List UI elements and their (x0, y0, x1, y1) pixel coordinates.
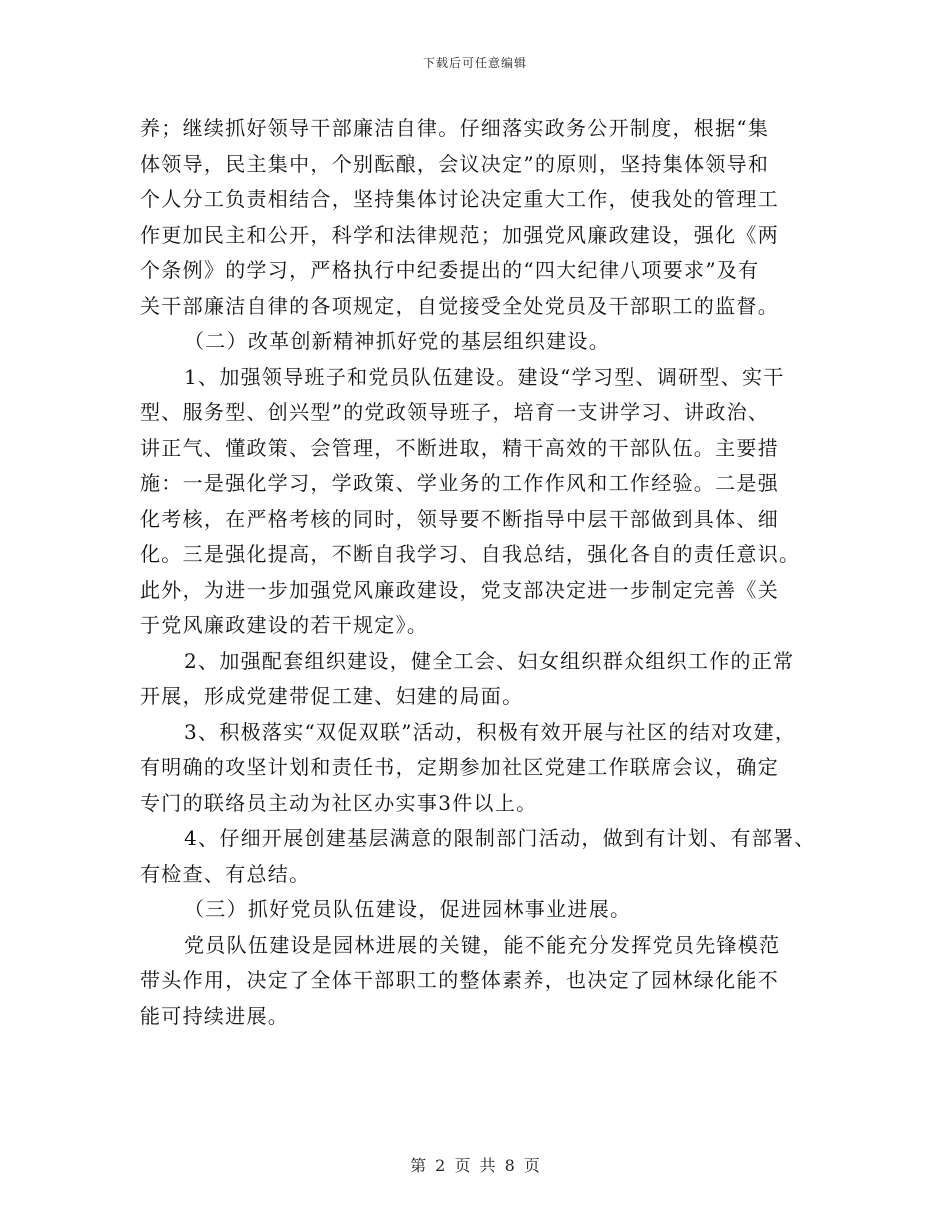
body-line: 4、仔细开展创建基层满意的限制部门活动，做到有计划、有部署、 (184, 826, 816, 850)
body-line: 专门的联络员主动为社区办实事3件以上。 (140, 790, 538, 815)
body-line: 化。三是强化提高，不断自我学习、自我总结，强化各自的责任意识。 (140, 542, 801, 566)
body-line: （三）抓好党员队伍建设，促进园林事业进展。 (184, 897, 632, 921)
body-line: 关干部廉洁自律的各项规定，自觉接受全处党员及干部职工的监督。 (140, 293, 779, 318)
body-line: 2、加强配套组织建设，健全工会、妇女组织群众组织工作的正常 (184, 648, 795, 673)
body-line: 开展，形成党建带促工建、妇建的局面。 (140, 684, 524, 708)
body-line: 能可持续进展。 (140, 1003, 290, 1028)
body-line: 养；继续抓好领导干部廉洁自律。仔细落实政务公开制度，根据“集 (140, 116, 770, 140)
body-line: 1、加强领导班子和党员队伍建设。建设“学习型、调研型、实干 (184, 364, 785, 389)
body-line: 个条例》的学习，严格执行中纪委提出的“四大纪律八项要求”及有 (140, 258, 760, 282)
body-line: 化考核，在严格考核的同时，领导要不断指导中层干部做到具体、细 (140, 506, 779, 531)
body-line: 有检查、有总结。 (140, 861, 311, 886)
body-line: （二）改革创新精神抓好党的基层组织建设。 (184, 329, 610, 353)
document-body (140, 111, 820, 1034)
body-line: 此外，为进一步加强党风廉政建设，党支部决定进一步制定完善《关 (140, 577, 779, 602)
body-line: 施：一是强化学习，学政策、学业务的工作作风和工作经验。二是强 (140, 471, 779, 495)
body-line: 带头作用，决定了全体干部职工的整体素养，也决定了园林绿化能不 (140, 968, 779, 992)
body-line: 于党风廉政建设的若干规定》。 (140, 613, 429, 637)
body-line: 党员队伍建设是园林进展的关键，能不能充分发挥党员先锋模范 (184, 932, 781, 957)
body-line: 作更加民主和公开，科学和法律规范；加强党风廉政建设，强化《两 (140, 222, 779, 247)
body-line: 有明确的攻坚计划和责任书，定期参加社区党建工作联席会议，确定 (140, 755, 779, 779)
body-line: 型、服务型、创兴型”的党政领导班子，培育一支讲学习、讲政治、 (140, 400, 770, 424)
body-line: 个人分工负责相结合，坚持集体讨论决定重大工作，使我处的管理工 (140, 187, 779, 211)
body-line: 3、积极落实“双促双联”活动，积极有效开展与社区的结对攻建， (184, 719, 797, 744)
body-line: 讲正气、懂政策、会管理，不断进取，精干高效的干部队伍。主要措 (140, 435, 779, 460)
page-header: 下载后可任意编辑 (422, 56, 527, 70)
page-footer: 第 2 页 共 8 页 (410, 1156, 540, 1175)
body-line: 体领导，民主集中，个别酝酿，会议决定”的原则，坚持集体领导和 (140, 151, 770, 176)
